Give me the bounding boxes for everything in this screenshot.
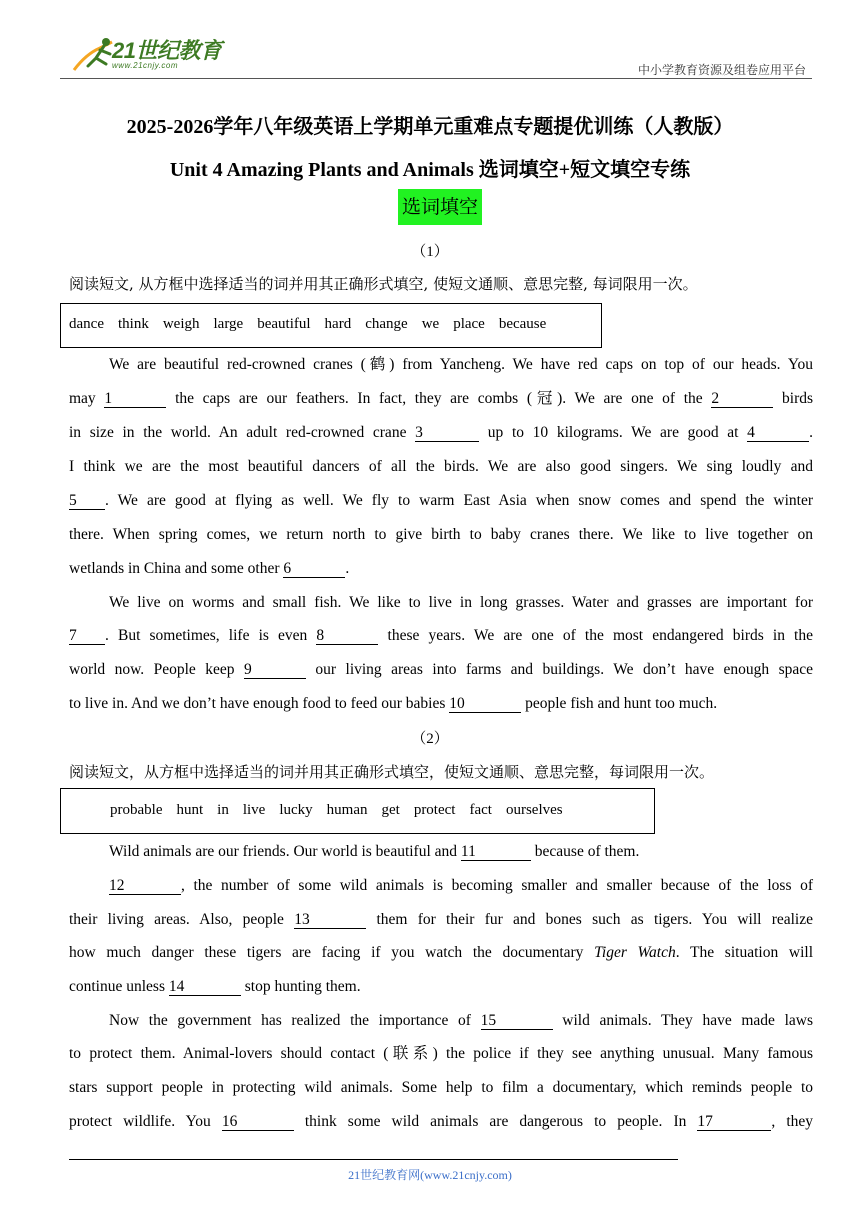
blank-13[interactable]: 13 — [294, 911, 366, 929]
blank-10[interactable]: 10 — [449, 695, 521, 713]
blank-12[interactable]: 12 — [109, 877, 181, 895]
logo-text: 21世纪教育 — [112, 38, 222, 63]
part1-number: （1） — [411, 244, 449, 260]
word-option: dance — [69, 316, 104, 332]
word-option: live — [242, 802, 266, 818]
blank-16[interactable]: 16 — [222, 1113, 294, 1131]
text-line: in size in the world. An adult red-crowned crane 3 up to 10 kilograms. We are good at 4 . — [69, 424, 814, 441]
blank-17[interactable]: 17 — [697, 1113, 771, 1131]
blank-1[interactable]: 1 — [104, 390, 166, 408]
blank-5[interactable]: 5 — [69, 492, 105, 510]
text-line: how much danger these tigers are facing if you watch the documentary Tiger Watch. The situation will — [69, 944, 814, 961]
blank-3[interactable]: 3 — [415, 424, 479, 442]
word-option: because — [498, 316, 547, 332]
page-header — [60, 30, 812, 80]
word-option: we — [421, 316, 440, 332]
blank-7[interactable]: 7 — [69, 627, 105, 645]
word-option: hard — [324, 316, 352, 332]
text-line: 12 , the number of some wild animals is becoming smaller and smaller because of the loss of — [109, 877, 813, 894]
page-subtitle: Unit 4 Amazing Plants and Animals 选词填空+短文填空专练 — [169, 159, 691, 181]
word-option: ourselves — [505, 802, 563, 818]
word-option: weigh — [162, 316, 200, 332]
part1-instruction: 阅读短文, 从方框中选择适当的词并用其正确形式填空, 使短文通顺、意思完整, 每词限用一次。 — [69, 275, 698, 293]
word-option: lucky — [279, 802, 313, 818]
word-option: large — [213, 316, 244, 332]
word-option: fact — [469, 802, 492, 818]
text-line: continue unless 14 stop hunting them. — [69, 978, 361, 995]
blank-15[interactable]: 15 — [481, 1012, 553, 1030]
header-divider — [60, 78, 812, 79]
word-option: place — [453, 316, 485, 332]
text-line: their living areas. Also, people 13 them for their fur and bones such as tigers. You will realize — [69, 911, 814, 928]
footer-source: 21世纪教育网(www.21cnjy.com) — [348, 1168, 512, 1182]
blank-4[interactable]: 4 — [747, 424, 809, 442]
blank-14[interactable]: 14 — [169, 978, 241, 996]
word-option: hunt — [176, 802, 204, 818]
platform-label: 中小学教育资源及组卷应用平台 — [637, 63, 806, 77]
blank-8[interactable]: 8 — [316, 627, 378, 645]
word-option: think — [117, 316, 149, 332]
text-line: We live on worms and small fish. We like to live in long grasses. Water and grasses are important for — [109, 594, 813, 611]
word-option: get — [381, 802, 400, 818]
documentary-title: Tiger Watch — [594, 944, 676, 961]
page-title: 2025-2026学年八年级英语上学期单元重难点专题提优训练（人教版） — [126, 116, 734, 138]
blank-9[interactable]: 9 — [244, 661, 306, 679]
part1-word-box — [60, 303, 602, 348]
text-line: stars support people in protecting wild animals. Some help to film a documentary, which reminds people to — [69, 1079, 813, 1096]
text-line: Wild animals are our friends. Our world is beautiful and 11 because of them. — [109, 843, 640, 860]
text-line: protect wildlife. You 16 think some wild animals are dangerous to people. In 17 , they — [69, 1113, 814, 1130]
word-option: in — [217, 802, 229, 818]
part2-word-box — [60, 788, 655, 834]
logo-url: www.21cnjy.com — [112, 61, 178, 70]
blank-6[interactable]: 6 — [283, 560, 345, 578]
text-line: We are beautiful red-crowned cranes (鹤) from Yancheng. We have red caps on top of our heads. You — [109, 356, 813, 373]
blank-2[interactable]: 2 — [711, 390, 773, 408]
text-line: to protect them. Animal-lovers should contact (联系) the police if they see anything unusual. Many famous — [69, 1045, 813, 1062]
section-label: 选词填空 — [398, 189, 482, 225]
part2-number: （2） — [411, 731, 449, 747]
text-line: may 1 the caps are our feathers. In fact, they are combs (冠). We are one of the 2 birds — [69, 390, 814, 407]
text-line: 7 . But sometimes, life is even 8 these years. We are one of the most endangered birds in the — [69, 627, 813, 644]
text-line: world now. People keep 9 our living areas into farms and buildings. We don’t have enough space — [69, 661, 814, 678]
text-line: there. When spring comes, we return north to give birth to baby cranes there. We like to live together on — [69, 526, 813, 543]
text-line: I think we are the most beautiful dancers of all the birds. We are also good singers. We sing loudly and — [69, 458, 813, 475]
footer-divider — [69, 1159, 678, 1160]
word-option: human — [326, 802, 368, 818]
word-option: probable — [110, 802, 163, 818]
text-line: to live in. And we don’t have enough food to feed our babies 10 people fish and hunt too much. — [69, 695, 718, 712]
blank-11[interactable]: 11 — [461, 843, 531, 861]
text-line: 5 . We are good at flying as well. We fly to warm East Asia when snow comes and spend the winter — [69, 492, 813, 509]
text-line: Now the government has realized the importance of 15 wild animals. They have made laws — [109, 1012, 813, 1029]
word-option: change — [365, 316, 408, 332]
word-option: protect — [413, 802, 456, 818]
word-option: beautiful — [257, 316, 311, 332]
part2-instruction: 阅读短文，从方框中选择适当的词并用其正确形式填空，使短文通顺、意思完整，每词限用一次。 — [69, 763, 715, 781]
text-line: wetlands in China and some other 6 . — [69, 560, 350, 577]
